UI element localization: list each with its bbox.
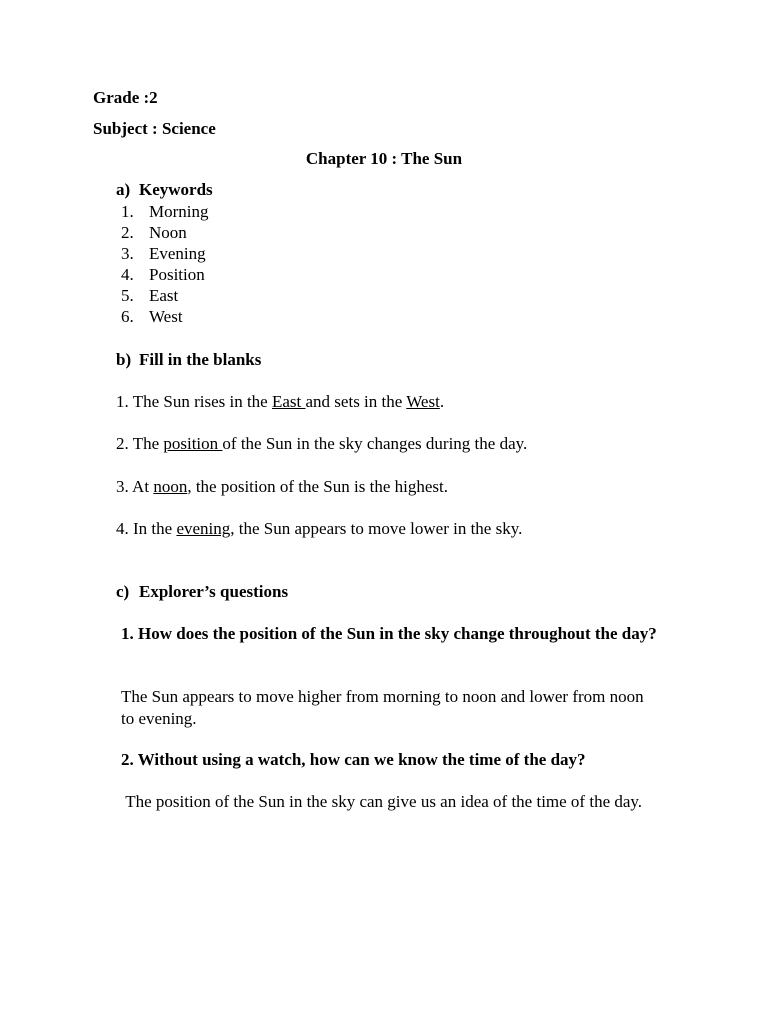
answer-1: The Sun appears to move higher from morning to noon and lower from noon to evening. xyxy=(121,687,644,728)
chapter-title: Chapter 10 : The Sun xyxy=(305,149,463,168)
question-1: 1. How does the position of the Sun in the sky change throughout the day? xyxy=(121,624,657,643)
sentence-text: . xyxy=(439,392,445,411)
keyword-text: East xyxy=(149,286,179,305)
keyword-text: West xyxy=(149,307,183,326)
blank-answer: evening xyxy=(176,519,231,538)
sentence-text: of the Sun in the sky changes during the day. xyxy=(222,434,528,453)
section-letter: a) xyxy=(116,180,131,199)
keyword-text: Noon xyxy=(149,223,187,242)
blank-answer: noon xyxy=(153,477,188,496)
list-item xyxy=(121,201,209,223)
list-number: 1. xyxy=(121,202,134,221)
blank-answer: West xyxy=(406,392,440,411)
subject-label: Subject : Science xyxy=(93,119,216,138)
section-letter: c) xyxy=(116,582,130,601)
list-number: 2. xyxy=(121,223,134,242)
section-title: Fill in the blanks xyxy=(139,350,262,369)
blank-answer: position xyxy=(163,434,223,453)
list-item xyxy=(121,285,178,307)
keyword-text: Position xyxy=(149,265,205,284)
sentence-text: 4. In the xyxy=(116,519,177,538)
keyword-text: Evening xyxy=(149,244,206,263)
section-title: Keywords xyxy=(139,180,213,199)
sentence-text: and sets in the xyxy=(305,392,407,411)
fill-blank-sentence xyxy=(116,518,522,540)
sentence-text: , the Sun appears to move lower in the sky. xyxy=(230,519,523,538)
keywords-heading xyxy=(116,179,213,201)
list-number: 5. xyxy=(121,286,134,305)
sentence-text: , the position of the Sun is the highest. xyxy=(187,477,448,496)
list-item xyxy=(121,264,205,286)
section-letter: b) xyxy=(116,350,132,369)
keyword-text: Morning xyxy=(149,202,209,221)
list-number: 6. xyxy=(121,307,134,326)
list-item xyxy=(121,222,187,244)
answer-2: The position of the Sun in the sky can give us an idea of the time of the day. xyxy=(121,792,643,811)
fill-blanks-heading xyxy=(116,349,261,371)
question-2: 2. Without using a watch, how can we know the time of the day? xyxy=(121,750,586,769)
list-item xyxy=(121,243,206,265)
sentence-text: 3. At xyxy=(116,477,154,496)
sentence-text: 2. The xyxy=(116,434,164,453)
list-number: 3. xyxy=(121,244,134,263)
grade-label: Grade :2 xyxy=(93,88,158,107)
list-number: 4. xyxy=(121,265,134,284)
list-item xyxy=(121,306,183,328)
blank-answer: East xyxy=(271,392,306,411)
fill-blank-sentence xyxy=(116,433,527,455)
sentence-text: 1. The Sun rises in the xyxy=(116,392,272,411)
explorer-heading xyxy=(116,581,288,603)
fill-blank-sentence xyxy=(116,476,448,498)
fill-blank-sentence xyxy=(116,391,444,413)
section-title: Explorer’s questions xyxy=(139,582,289,601)
